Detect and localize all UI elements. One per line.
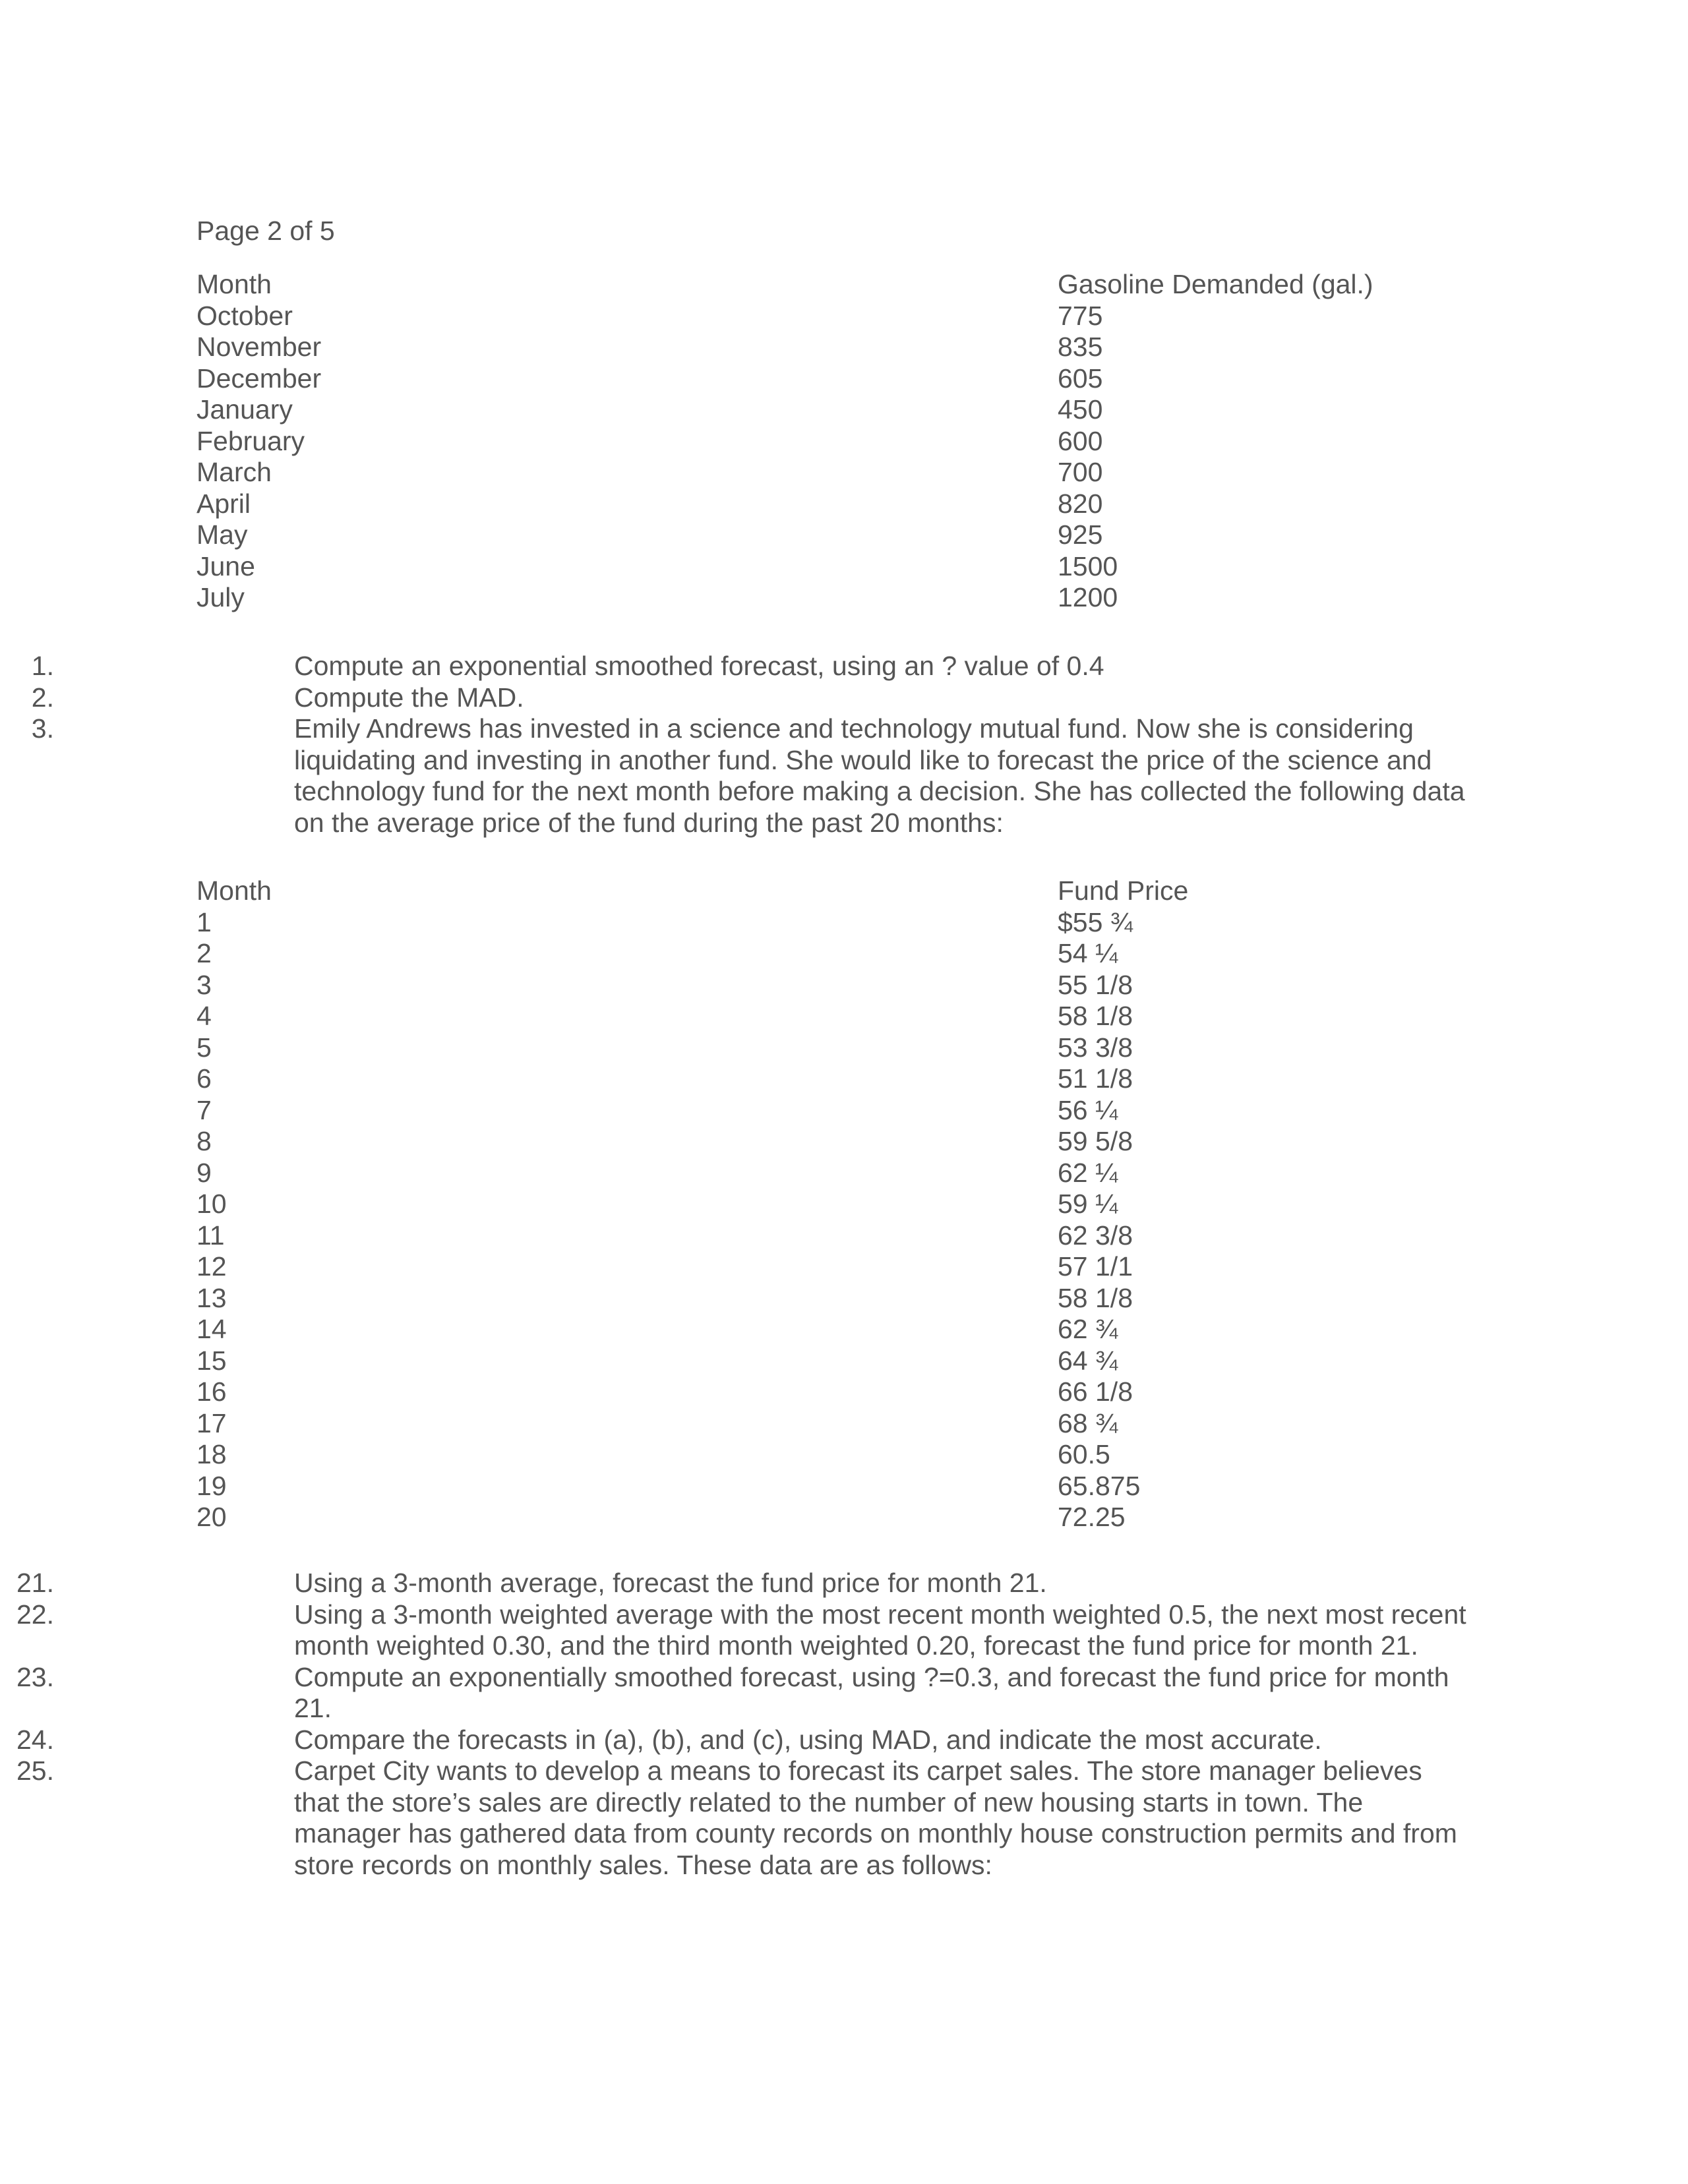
month-cell: 7 [196,1094,212,1125]
month-cell: 16 [196,1376,227,1407]
question-item [0,713,1474,839]
month-cell: 13 [196,1282,227,1313]
table-row [196,1471,1449,1502]
question-item [0,1756,1474,1881]
month-cell: April [196,488,251,519]
table-header-row [196,875,1449,907]
gasoline-demand-table [196,269,1449,614]
column-header-month: Month [196,875,272,906]
month-cell: 14 [196,1314,227,1344]
value-cell: 820 [1058,488,1103,519]
table-row [196,363,1449,395]
question-number: 22. [16,1599,54,1630]
month-cell: June [196,550,255,581]
month-cell: May [196,519,248,550]
value-cell: 68 ¾ [1058,1407,1118,1438]
value-cell: 56 ¼ [1058,1094,1118,1125]
table-row [196,938,1449,970]
value-cell: 450 [1058,394,1103,425]
question-text: Compute the MAD. [294,682,524,713]
question-text: Carpet City wants to develop a means to forecast its carpet sales. The store manager believes that the store’s sales are directly related to the number of new housing starts in town. The manager has gathered data from county records on monthly house construction permits and from store records on monthly sales. These data are as follows: [294,1756,1457,1880]
value-cell: 1200 [1058,582,1118,612]
question-item [0,651,1474,682]
question-number: 24. [16,1724,54,1755]
value-cell: 51 1/8 [1058,1063,1133,1094]
value-cell: 64 ¾ [1058,1345,1118,1376]
page-indicator: Page 2 of 5 [196,216,335,246]
month-cell: 6 [196,1063,212,1094]
table-row [196,457,1449,488]
question-text: Compute an exponential smoothed forecast, using an ? value of 0.4 [294,651,1104,681]
table-row [196,1126,1449,1158]
table-row [196,301,1449,332]
question-item [0,1599,1474,1662]
table-row [196,1251,1449,1283]
month-cell: 10 [196,1189,227,1219]
value-cell: 59 ¼ [1058,1189,1118,1219]
value-cell: 72.25 [1058,1502,1126,1532]
table-row [196,1189,1449,1220]
value-cell: 65.875 [1058,1470,1141,1501]
value-cell: 700 [1058,457,1103,487]
question-text: Compare the forecasts in (a), (b), and (c), using MAD, and indicate the most accurate. [294,1724,1322,1755]
month-cell: 15 [196,1345,227,1376]
table-row [196,1376,1449,1408]
value-cell: 59 5/8 [1058,1126,1133,1156]
question-item [0,1725,1474,1756]
month-cell: January [196,394,293,425]
month-cell: 4 [196,1001,212,1031]
value-cell: 54 ¼ [1058,938,1118,968]
table-row [196,394,1449,426]
month-cell: 5 [196,1032,212,1063]
question-number: 2. [31,682,54,713]
month-cell: 8 [196,1126,212,1156]
table-row [196,551,1449,583]
table-row [196,426,1449,457]
fund-price-table [196,875,1449,1533]
table-row [196,1345,1449,1377]
value-cell: 62 ¾ [1058,1314,1118,1344]
value-cell: 835 [1058,332,1103,362]
month-cell: 3 [196,969,212,1000]
table-row [196,1158,1449,1189]
value-cell: 60.5 [1058,1439,1110,1469]
question-number: 1. [31,651,54,681]
question-number: 21. [16,1568,54,1598]
value-cell: $55 ¾ [1058,906,1133,937]
table-row [196,1502,1449,1533]
table-row [196,1001,1449,1032]
value-cell: 925 [1058,519,1103,550]
value-cell: 55 1/8 [1058,969,1133,1000]
question-number: 25. [16,1756,54,1786]
question-list-1 [0,651,1474,839]
table-row [196,488,1449,520]
month-cell: 9 [196,1157,212,1188]
table-row [196,1408,1449,1440]
value-cell: 600 [1058,425,1103,456]
value-cell: 66 1/8 [1058,1376,1133,1407]
question-text: Compute an exponentially smoothed forecast, using ?=0.3, and forecast the fund price for month 21. [294,1661,1449,1723]
month-cell: March [196,457,272,487]
value-cell: 62 ¼ [1058,1157,1118,1188]
table-row [196,1063,1449,1095]
table-header-row [196,269,1449,301]
question-number: 3. [31,713,54,744]
question-number: 23. [16,1661,54,1692]
table-row [196,1283,1449,1314]
table-row [196,907,1449,939]
value-cell: 58 1/8 [1058,1001,1133,1031]
column-header-fund-price: Fund Price [1058,875,1189,906]
table-row [196,519,1449,551]
table-row [196,1439,1449,1471]
month-cell: 12 [196,1251,227,1282]
month-cell: 18 [196,1439,227,1469]
value-cell: 58 1/8 [1058,1282,1133,1313]
month-cell: December [196,363,322,394]
table-row [196,1220,1449,1252]
month-cell: February [196,425,305,456]
month-cell: 19 [196,1470,227,1501]
value-cell: 53 3/8 [1058,1032,1133,1063]
value-cell: 775 [1058,300,1103,331]
column-header-month: Month [196,269,272,299]
question-list-2 [0,1568,1474,1881]
question-text: Emily Andrews has invested in a science and technology mutual fund. Now she is considering liquidating and investing in another fund. She would like to forecast the price of the science and technology fund for the next month before making a decision. She has collected the following data on the average price of the fund during the past 20 months: [294,713,1465,838]
table-row [196,332,1449,363]
month-cell: 20 [196,1502,227,1532]
month-cell: 2 [196,938,212,968]
month-cell: October [196,300,293,331]
month-cell: July [196,582,245,612]
value-cell: 1500 [1058,550,1118,581]
table-row [196,1314,1449,1345]
value-cell: 62 3/8 [1058,1220,1133,1251]
month-cell: 1 [196,906,212,937]
table-row [196,1095,1449,1127]
column-header-gasoline: Gasoline Demanded (gal.) [1058,269,1373,299]
question-item [0,682,1474,714]
month-cell: November [196,332,322,362]
month-cell: 17 [196,1407,227,1438]
value-cell: 57 1/1 [1058,1251,1133,1282]
value-cell: 605 [1058,363,1103,394]
question-item [0,1662,1474,1725]
table-row [196,1032,1449,1064]
question-text: Using a 3-month average, forecast the fund price for month 21. [294,1568,1047,1598]
question-text: Using a 3-month weighted average with the most recent month weighted 0.5, the next most recent month weighted 0.30, and the third month weighted 0.20, forecast the fund price for month 21. [294,1599,1466,1661]
question-item [0,1568,1474,1599]
month-cell: 11 [196,1220,225,1251]
table-row [196,582,1449,614]
table-row [196,970,1449,1001]
